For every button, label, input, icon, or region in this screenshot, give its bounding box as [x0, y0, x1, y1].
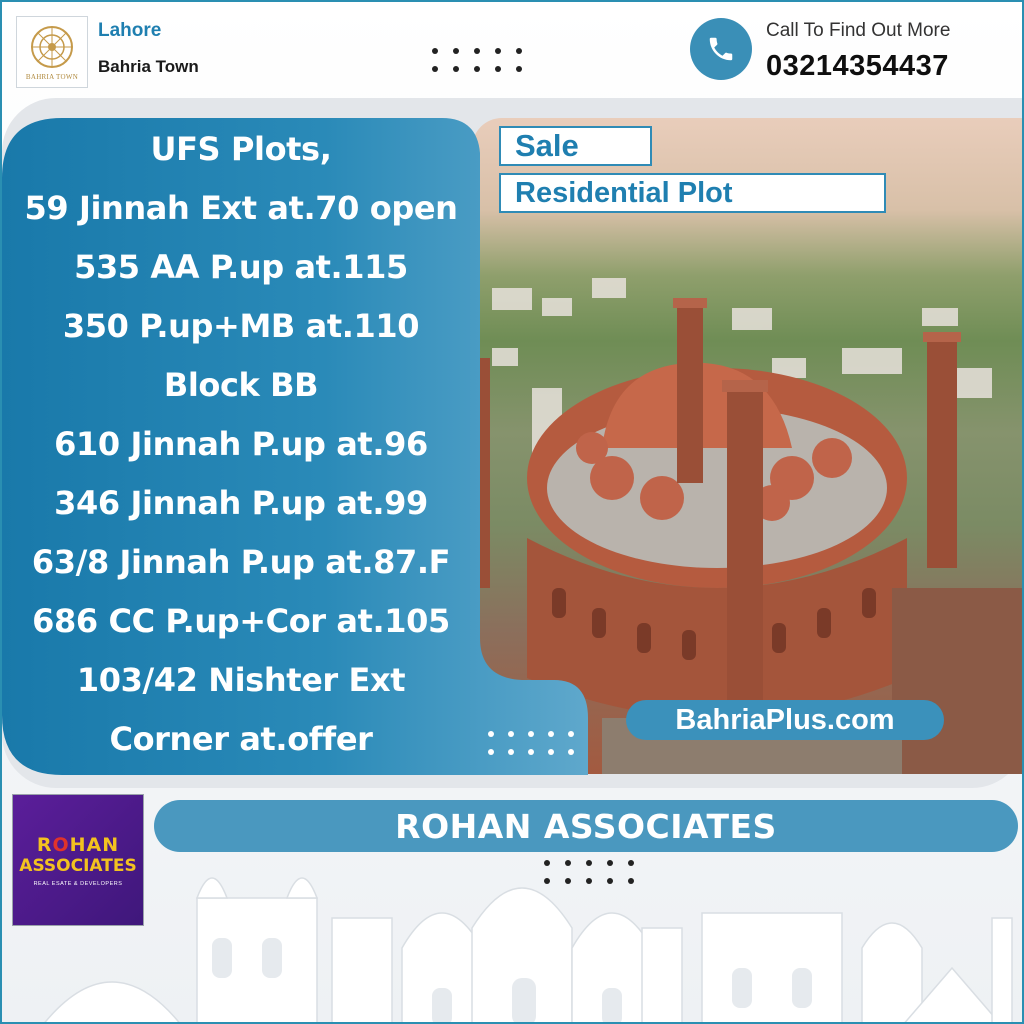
listing-line: 535 AA P.up at.115 — [74, 248, 408, 286]
listing-line: Corner at.offer — [109, 720, 373, 758]
phone-number[interactable]: 03214354437 — [766, 50, 949, 82]
phone-icon — [706, 34, 736, 64]
property-type-tag: Residential Plot — [499, 173, 886, 213]
decorative-dots — [432, 48, 524, 72]
logo-caption: BAHRIA TOWN — [25, 73, 79, 81]
agency-logo-line2: ASSOCIATES — [19, 855, 137, 876]
bahria-town-logo — [16, 16, 88, 88]
website-badge[interactable]: BahriaPlus.com — [626, 700, 944, 740]
call-label: Call To Find Out More — [766, 20, 951, 41]
listing-line: 103/42 Nishter Ext — [76, 661, 406, 699]
agency-logo-tagline: REAL ESATE & DEVELOPERS — [33, 880, 123, 887]
listing-line: 350 P.up+MB at.110 — [62, 307, 420, 345]
listing-lines — [2, 126, 480, 775]
agency-logo-line1: ROHAN — [36, 833, 120, 856]
lahore-skyline-illustration — [2, 855, 1024, 1024]
city-label: Lahore — [98, 20, 162, 41]
listing-line: 59 Jinnah Ext at.70 open — [24, 189, 458, 227]
decorative-dots-white — [488, 731, 576, 755]
society-label: Bahria Town — [98, 57, 199, 76]
listing-line: 686 CC P.up+Cor at.105 — [32, 602, 450, 640]
listing-line: 346 Jinnah P.up at.99 — [54, 484, 428, 522]
agency-name-bar: ROHAN ASSOCIATES — [154, 800, 1018, 852]
listing-line: 63/8 Jinnah P.up at.87.F — [31, 543, 451, 581]
listing-line: Block BB — [163, 366, 319, 404]
grand-mosque-illustration — [472, 118, 1024, 774]
purpose-tag: Sale — [499, 126, 652, 166]
listing-line: UFS Plots, — [150, 130, 332, 168]
call-button[interactable] — [690, 18, 752, 80]
listing-line: 610 Jinnah P.up at.96 — [54, 425, 428, 463]
mosque-photo — [472, 118, 1024, 774]
emblem-icon — [27, 23, 77, 71]
